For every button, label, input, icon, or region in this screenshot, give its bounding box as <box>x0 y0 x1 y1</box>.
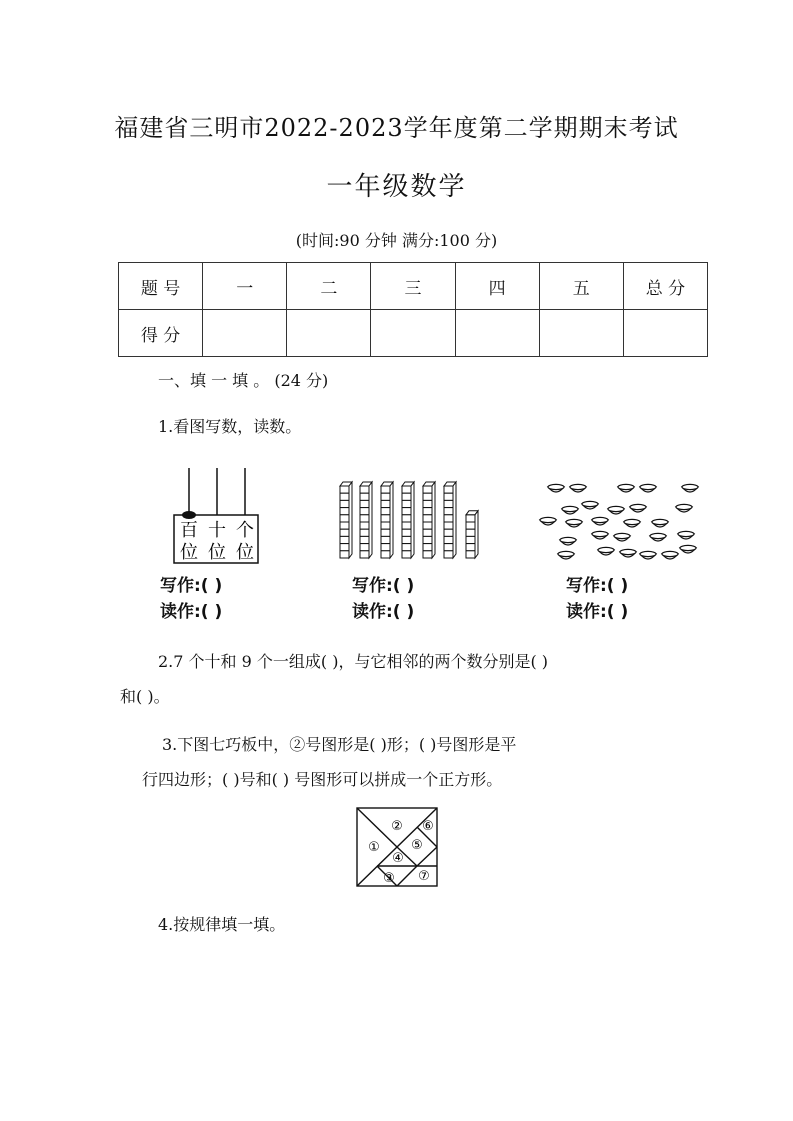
score-header-cell: 二 <box>287 263 371 310</box>
score-label-cell: 得 分 <box>119 310 203 357</box>
bowl-icon <box>570 484 586 492</box>
question-4: 4.按规律填一填。 <box>158 915 286 934</box>
exam-info: (时间:90 分钟 满分:100 分) <box>295 231 498 250</box>
bowl-icon <box>540 517 556 525</box>
exam-subject: 一年级数学 <box>326 172 467 202</box>
partial-cube-column <box>466 511 478 558</box>
bowl-icon <box>566 519 582 527</box>
ten-cube-column <box>402 482 414 558</box>
bowl-icon <box>662 551 678 559</box>
bowl-icon <box>620 549 636 557</box>
bowls-figure <box>540 484 698 559</box>
abacus-label: 十 <box>208 520 226 541</box>
abacus-label: 个 <box>236 520 254 541</box>
bowl-icon <box>640 551 656 559</box>
bowl-icon <box>630 504 646 512</box>
bowl-icon <box>618 484 634 492</box>
tangram-figure <box>355 806 439 888</box>
read-answer-1: 读作:( ) <box>160 602 223 622</box>
section-heading: 一、填 一 填 。 (24 分) <box>158 371 329 390</box>
score-header-cell: 题 号 <box>119 263 203 310</box>
abacus-label: 百 <box>180 520 198 541</box>
tangram-piece-6-label: ⑥ <box>422 819 434 834</box>
tangram-piece-2-label: ② <box>391 819 403 834</box>
tangram-piece-1-label: ① <box>368 840 380 855</box>
bowl-icon <box>598 547 614 555</box>
question-2-line-2: 和( )。 <box>120 687 170 706</box>
ten-cube-column <box>423 482 435 558</box>
score-header-cell: 三 <box>371 263 455 310</box>
question-2-line-1: 2.7 个十和 9 个一组成( )，与它相邻的两个数分别是( ) <box>158 652 549 671</box>
bowl-icon <box>624 519 640 527</box>
score-entry-cell[interactable] <box>203 310 287 357</box>
score-entry-cell[interactable] <box>455 310 539 357</box>
abacus-label: 位 <box>236 542 254 563</box>
abacus-label: 位 <box>180 542 198 563</box>
score-header-cell: 五 <box>539 263 623 310</box>
question-1: 1.看图写数，读数。 <box>158 417 302 436</box>
tangram-piece-4-label: ④ <box>392 851 404 866</box>
ten-cube-columns-figure <box>340 482 478 558</box>
bowl-icon <box>592 531 608 539</box>
score-header-cell: 一 <box>203 263 287 310</box>
read-answer-3: 读作:( ) <box>566 602 629 622</box>
score-entry-cell[interactable] <box>539 310 623 357</box>
bowl-icon <box>682 484 698 492</box>
bowl-icon <box>652 519 668 527</box>
score-table <box>118 262 708 357</box>
score-entry-cell[interactable] <box>287 310 371 357</box>
bowl-icon <box>548 484 564 492</box>
tangram-piece-3-label: ③ <box>383 871 395 886</box>
abacus-figure <box>174 468 258 563</box>
question-1-figures <box>160 462 700 572</box>
score-entry-cell[interactable] <box>371 310 455 357</box>
bowl-icon <box>608 506 624 514</box>
write-answer-2: 写作:( ) <box>352 576 415 596</box>
score-entry-cell[interactable] <box>623 310 707 357</box>
bowl-icon <box>558 551 574 559</box>
bowl-icon <box>678 531 694 539</box>
ten-cube-column <box>340 482 352 558</box>
exam-title: 福建省三明市2022-2023学年度第二学期期末考试 <box>114 114 679 142</box>
bowl-icon <box>582 501 598 509</box>
score-header-cell: 总 分 <box>623 263 707 310</box>
bowl-icon <box>676 504 692 512</box>
bowl-icon <box>592 517 608 525</box>
score-table-score-row <box>119 310 708 357</box>
tangram-piece-7-label: ⑦ <box>418 869 430 884</box>
bowl-icon <box>562 506 578 514</box>
write-answer-3: 写作:( ) <box>566 576 629 596</box>
tangram-piece-5-label: ⑤ <box>411 838 423 853</box>
question-3-line-1: 3.下图七巧板中，②号图形是( )形；( )号图形是平 <box>162 735 517 754</box>
abacus-label: 位 <box>208 542 226 563</box>
bowl-icon <box>614 533 630 541</box>
read-answer-2: 读作:( ) <box>352 602 415 622</box>
score-header-cell: 四 <box>455 263 539 310</box>
write-answer-1: 写作:( ) <box>160 576 223 596</box>
bowl-icon <box>650 533 666 541</box>
ten-cube-column <box>360 482 372 558</box>
question-3-line-2: 行四边形；( )号和( ) 号图形可以拼成一个正方形。 <box>142 770 503 789</box>
score-table-header-row <box>119 263 708 310</box>
ten-cube-column <box>444 482 456 558</box>
ten-cube-column <box>381 482 393 558</box>
bowl-icon <box>560 537 576 545</box>
bowl-icon <box>640 484 656 492</box>
bowl-icon <box>680 545 696 553</box>
